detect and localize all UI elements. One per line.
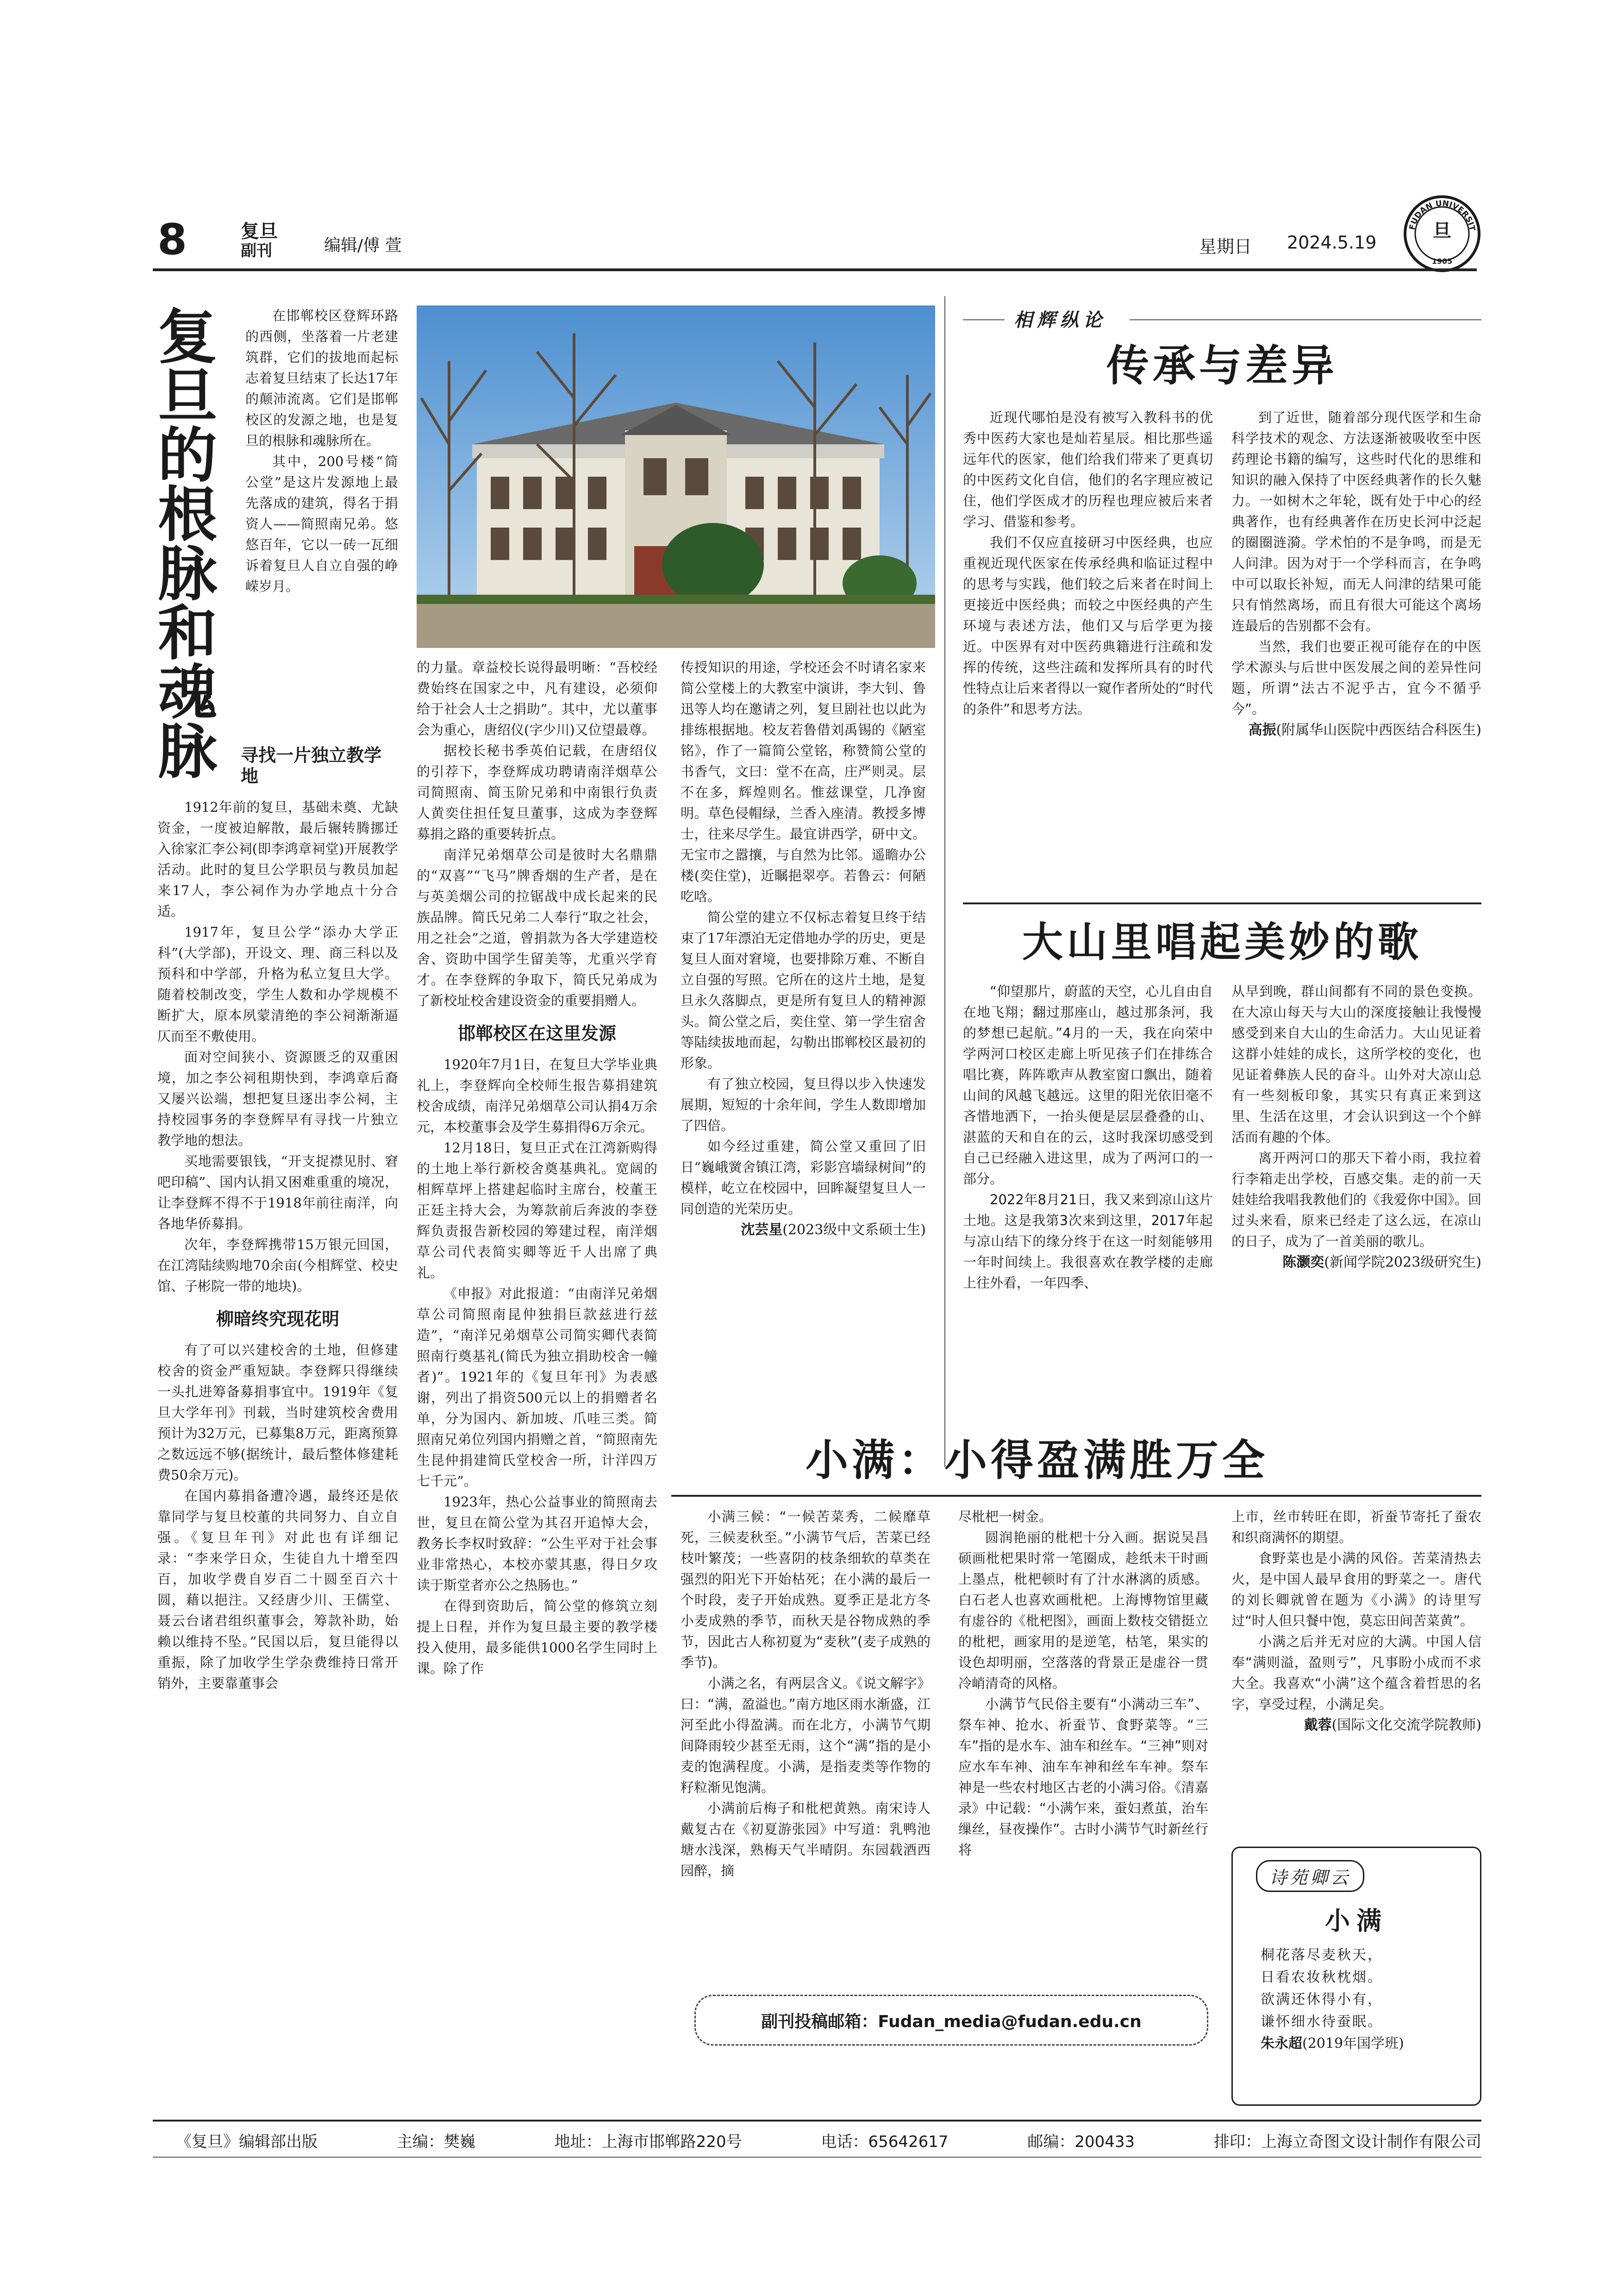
submission-banner xyxy=(694,1995,1208,2046)
logo-text: FUDAN UNIVERSIT xyxy=(1407,199,1477,232)
section-rule-right xyxy=(1130,319,1481,320)
a1-c2b-para: 12月18日，复旦正式在江湾新购得的土地上举行新校舍奠基典礼。宽阔的相辉草坪上搭建起临时主席台，校董王正廷主持大会，为筹款前后奔波的李登辉负责报告新校园的筹建过程，南洋烟草公司代表简实卿等近千人出席了典礼。 xyxy=(417,1140,657,1281)
issue-date: 2024.5.19 xyxy=(1287,232,1377,253)
a2-colB-para: 到了近世，随着部分现代医学和生命科学技术的观念、方法逐渐被吸收至中医药理论书籍的编写，这些时代化的思维和知识的融入保持了中医经典著作的长久魅力。一如树木之年轮，既有处于中心的经典著作，也有经典著作在历史长河中泛起的圈圈涟漪。学术怕的不是争鸣，而是无人问津。因为对于一个学科而言，在争鸣中可以取长补短，而无人问津的结果可能只有悄然离场，而且有很大可能这个离场连最后的告别都不会有。 xyxy=(1231,410,1481,634)
a1-c1-para: 面对空间狭小、资源匮乏的双重困境，加之李公祠租期快到，李鸿章后裔又屡兴讼端，想把复旦逐出李公祠，主持校园事务的李登辉早有寻找一片独立教学地的想法。 xyxy=(157,1049,398,1148)
a2-colA-para: 我们不仅应直接研习中医经典，也应重视近现代医家在传承经典和临证过程中的思考与实践，他们较之后来者在时间上更接近中医经典；而较之中医经典的产生环境与表述方法，他们又与后学更为接近。中医界有对中医药典籍进行注疏和发挥的传统，这些注疏和发挥所具有的时代性特点让后来者得以一窥作者所处的“时代的条件”和思考方法。 xyxy=(963,535,1213,717)
footer-rule-bottom xyxy=(153,2157,1481,2158)
divider-a4 xyxy=(671,1495,1481,1497)
subheading-1: 寻找一片独立教学地 xyxy=(241,745,382,786)
a1-c2b-para: 1920年7月1日，在复旦大学毕业典礼上，李登辉向全校师生报告募捐建筑校舍成绩，南洋兄弟烟草公司认捐4万余元，本校董事会及学生募捐得6万余元。 xyxy=(417,1057,657,1135)
a4-c1-para: 小满前后梅子和枇杷黄熟。南宋诗人戴复古在《初夏游张园》中写道：乳鸭池塘水浅深，熟梅天气半晴阴。东园载酒西园醉，摘 xyxy=(681,1800,931,1879)
a1-c2-para: 据校长秘书季英伯记载，在唐绍仪的引荐下，李登辉成功聘请南洋烟草公司简照南、简玉阶兄弟和中南银行负责人黄奕住担任复旦董事，这成为李登辉募捐之路的重要转折点。 xyxy=(417,743,657,842)
a3-colA-para: 2022年8月21日，我又来到凉山这片土地。这是我第3次来到这里，2017年起与凉山结下的缘分终于在这一时刻能够用一年时间续上。我很喜欢在教学楼的走廊上往外看，一年四季、 xyxy=(963,1192,1213,1291)
a4-c1-para: 小满之名，有两层含义。《说文解字》曰：“满，盈溢也。”南方地区雨水渐盛，江河至此小得盈满。而在北方，小满节气期间降雨较少甚至无雨，这个“满”指的是小麦的饱满程度。小满，是指麦类等作物的籽粒渐见饱满。 xyxy=(681,1675,931,1795)
paper-name-bottom: 副刊 xyxy=(241,242,272,260)
section-rule-left xyxy=(963,319,1005,320)
a2-colA-para: 近现代哪怕是没有被写入教科书的优秀中医药大家也是灿若星辰。相比那些遥远年代的医家，他们给我们带来了更真切的中医药文化自信，他们的名字理应被记住，他们学医成才的历程也理应被后来者学习、借鉴和参考。 xyxy=(963,410,1213,529)
a1-c1-para: 次年，李登辉携带15万银元回国，在江湾陆续购地70余亩(今相辉堂、校史馆、子彬院一带的地块)。 xyxy=(157,1237,398,1294)
article3-title: 大山里唱起美妙的歌 xyxy=(1022,918,1422,966)
article2-colA xyxy=(963,407,1213,720)
byline-name: 沈芸星 xyxy=(741,1222,783,1238)
article4-col1 xyxy=(681,1506,931,1881)
a4-c2-para: 小满节气民俗主要有“小满动三车”、祭车神、抢水、祈蚕节、食野菜等。“三车”指的是水车、油车和丝车。“三神”则对应水车车神、油车车神和丝车车神。祭车神是一些农村地区古老的小满习俗。《清嘉录》中记载：“小满乍来，蚕妇煮茧，治车缫丝，昼夜操作”。古时小满节气时新丝行将 xyxy=(958,1696,1208,1858)
page-number: 8 xyxy=(157,215,187,264)
a1-c3-para: 传授知识的用途，学校还会不时请名家来简公堂楼上的大教室中演讲，李大钊、鲁迅等人均在邀请之列，复旦剧社也以此为排练根据地。校友若鲁借刘禹锡的《陋室铭》，作了一篇简公堂铭，称赞简公堂的书香气，文曰：堂不在高，庄严则灵。层不在多，辉煌则名。惟兹课堂，几净窗明。草色侵帽绿，兰香入座清。教授多博士，往来尽学生。最宜讲西学，研中文。无宝市之嚣攘，与自然为比邻。遥瞻办公楼(奕住堂)，近瞩挹翠亭。若鲁云：何陋吃唅。 xyxy=(681,660,926,904)
submission-text[interactable]: 副刊投稿邮箱：Fudan_media@fudan.edu.cn xyxy=(761,2012,1142,2031)
a4-c1-para: 小满三候：“一候苦菜秀，二候靡草死，三候麦秋至。”小满节气后，苦菜已经枝叶繁茂；一些喜阴的枝条细软的草类在强烈的阳光下开始枯死；在小满的最后一个时段，麦子开始成熟。夏季正是北方冬小麦成熟的季节，而秋天是谷物成熟的季节，因此古人称初夏为“麦秋”(麦子成熟的季节)。 xyxy=(681,1509,931,1670)
poem-box xyxy=(1231,1847,1481,2106)
byline-name: 高振 xyxy=(1248,722,1276,738)
article4-col3 xyxy=(1231,1506,1481,1736)
intro-para-2: 其中，200号楼“简公堂”是这片发源地上最先落成的建筑，得名于捐资人——简照南兄弟。悠悠百年，它以一砖一瓦细诉着复旦人自立自强的峥嵘岁月。 xyxy=(245,454,398,594)
fudan-logo xyxy=(1403,194,1481,273)
footer-typeset: 排印：上海立奇图文设计制作有限公司 xyxy=(1213,2133,1481,2151)
article1-col2 xyxy=(417,657,657,1679)
column-divider xyxy=(944,296,945,1467)
a4-c3-para: 小满之后并无对应的大满。中国人信奉“满则溢，盈则亏”，凡事盼小成而不求大全。我喜欢“小满”这个蕴含着哲思的名字，享受过程，小满足矣。 xyxy=(1231,1634,1481,1712)
jiangongtang-photo xyxy=(417,305,935,648)
byline-note: (2023级中文系硕士生) xyxy=(782,1222,926,1238)
article1-col1 xyxy=(157,745,398,1694)
article3-colB xyxy=(1231,981,1481,1273)
subheading-3: 邯郸校区在这里发源 xyxy=(457,1023,616,1044)
poem-byline xyxy=(1261,2033,1480,2054)
poem-line: 桐花落尽麦秋天， xyxy=(1261,1947,1383,1963)
section-label: 相辉纵论 xyxy=(1014,309,1106,331)
article2-byline xyxy=(1231,720,1481,740)
poem-title: 小满 xyxy=(1325,1906,1388,1935)
a1-c1b-para: 有了可以兴建校舍的土地，但修建校舍的资金严重短缺。李登辉只得继续一头扎进筹备募捐事宜中。1919年《复旦大学年刊》刊载，当时建筑校舍费用预计为32万元，已募集8万元，距离预算之数远远不够(据统计，最后整体修建耗费50余万元)。 xyxy=(157,1342,398,1483)
logo-year: 1905 xyxy=(1431,257,1453,266)
footer-rule xyxy=(153,2120,1481,2122)
svg-text:旦: 旦 xyxy=(1433,220,1451,242)
a1-c2-para: 的力量。章益校长说得最明晰：“吾校经费始终在国家之中，凡有建设，必须仰给于社会人士之捐助”。其中，尤以董事会为重心，唐绍仪(字少川)又位望最尊。 xyxy=(417,660,657,738)
a4-c2-para: 圆润艳丽的枇杷十分入画。据说吴昌硕画枇杷果时常一笔圈成，趁纸未干时画上墨点，枇杷顿时有了汁水淋漓的质感。白石老人也喜欢画枇杷。上海博物馆里藏有虚谷的《枇杷图》，画面上数枝交错挺立的枇杷，画家用的是逆笔，枯笔，果实的设色却明丽，空落落的背景正是虚谷一贯冷峭清奇的风格。 xyxy=(958,1530,1208,1691)
byline-name: 陈灏奕 xyxy=(1282,1254,1324,1270)
footer-publisher: 《复旦》编辑部出版 xyxy=(176,2133,318,2151)
article3-colA xyxy=(963,981,1213,1294)
a1-c2-para: 南洋兄弟烟草公司是彼时大名鼎鼎的“双喜”“飞马”牌香烟的生产者，是在与英美烟公司的拉锯战中成长起来的民族品牌。简氏兄弟二人奉行“取之社会，用之社会”之道，曾捐款为各大学建造校舍、资助中国学生留美等，尤重兴学育才。在李登辉的争取下，简氏兄弟成为了新校址校舍建设资金的重要捐赠人。 xyxy=(417,847,657,1008)
a1-c2b-para: 在得到资助后，简公堂的修筑立刻提上日程，并作为复旦最主要的教学楼投入使用，最多能供1000名学生同时上课。除了作 xyxy=(417,1598,657,1676)
byline-note: (2019年国学班) xyxy=(1302,2035,1404,2052)
fudan-seal-icon xyxy=(1403,194,1481,273)
a3-colA-para: “仰望那片，蔚蓝的天空，心儿自由自在地飞翔；翻过那座山，越过那条河，我的梦想已起航。”4月的一天，我在向荣中学两河口校区走廊上听见孩子们在排练合唱比赛，阵阵歌声从教室窗口飘出，随着山间的风越飞越远。这里的阳光依旧毫不吝惜地洒下，一抬头便是层层叠叠的山、湛蓝的天和自在的云，这时我深切感受到自己已经融入进这里，成为了两河口的一部分。 xyxy=(963,983,1213,1187)
divider-a2 xyxy=(963,902,1481,904)
subheading-2: 柳暗终究现花明 xyxy=(216,1309,339,1329)
byline-note: (新闻学院2023级研究生) xyxy=(1324,1254,1481,1270)
a1-c3-para: 简公堂的建立不仅标志着复旦终于结束了17年漂泊无定借地办学的历史，更是复旦人面对窘境，也要排除万难、不断自立自强的写照。它所在的这片土地，是复旦永久落脚点，更是所有复旦人的精神源头。简公堂之后，奕住堂、第一学生宿舍等陆续拔地而起，勾勒出邯郸校区最初的形象。 xyxy=(681,909,926,1071)
a1-c1-para: 1917年，复旦公学“添办大学正科”(大学部)，开设文、理、商三科以及预科和中学部，升格为私立复旦大学。随着校制改变，学生人数和办学规模不断扩大，原本夙蒙清绝的李公祠渐渐逼仄而至不敷使用。 xyxy=(157,924,398,1044)
a3-colB-para: 从早到晚，群山间都有不同的景色变换。在大凉山每天与大山的深度接触让我慢慢感受到来自大山的生命活力。大山见证着这群小娃娃的成长，这所学校的变化，也见证着彝族人民的奋斗。山外对大凉山总有一些刻板印象，其实只有真正来到这里、生活在这里，才会认识到这一个个鲜活而有趣的个体。 xyxy=(1231,983,1481,1145)
a4-c2-para: 尽枇杷一树金。 xyxy=(958,1509,1053,1524)
a1-c1-para: 1912年前的复旦，基础未奠、尤缺资金，一度被迫解散，最后辗转腾挪迁入徐家汇李公祠(即李鸿章祠堂)开展教学活动。此时的复旦公学职员与教员加起来17人，李公祠作为办学地点十分合适。 xyxy=(157,799,398,919)
article1-col3 xyxy=(681,657,926,1240)
poem-line: 日看农妆秋枕烟。 xyxy=(1261,1969,1383,1985)
a4-c3-para: 食野菜也是小满的风俗。苦菜清热去火，是中国人最早食用的野菜之一。唐代的刘长卿就曾在题为《小满》的诗里写过“时人但只餐中饱，莫忘田间苦菜黄”。 xyxy=(1231,1550,1481,1629)
byline-name: 戴蓉 xyxy=(1304,1717,1332,1733)
masthead-rule xyxy=(153,268,1477,271)
article1-title: 复旦的根脉和魂脉 xyxy=(148,305,217,779)
poem-section-label: 诗苑卿云 xyxy=(1256,1860,1364,1892)
byline-note: (国际文化交流学院教师) xyxy=(1331,1717,1481,1733)
editor-credit: 编辑/傅 萱 xyxy=(324,236,402,255)
a4-c3-para: 上市，丝市转旺在即，祈蚕节寄托了蚕农和织商满怀的期望。 xyxy=(1231,1509,1481,1545)
article1-intro xyxy=(245,305,398,597)
intro-para-1: 在邯郸校区登辉环路的西侧，坐落着一片老建筑群，它们的拔地而起标志着复旦结束了长达17年的颠沛流离。它们是邯郸校区的发源之地，也是复旦的根脉和魂脉所在。 xyxy=(245,308,398,448)
a1-c1-para: 买地需要银钱，“开支捉襟见肘、窘吧印稿”、国内认捐又困难重重的境况，让李登辉不得不于1918年前往南洋，向各地华侨募捐。 xyxy=(157,1153,398,1232)
byline-note: (附属华山医院中西医结合科医生) xyxy=(1276,722,1481,738)
paper-name-top: 复旦 xyxy=(241,220,278,242)
article4-col2 xyxy=(958,1506,1208,1860)
a1-c2b-para: 《申报》对此报道：“由南洋兄弟烟草公司简照南昆仲独捐巨款兹进行兹造”，“南洋兄弟烟草公司简实卿代表简照南行奠基礼(简氏为独立捐助校舍一幢者)”。1921年的《复旦年刊》为表感谢，列出了捐资500元以上的捐赠者名单，分为国内、新加坡、爪哇三类。简照南兄弟位列国内捐赠之首，“简照南先生昆仲捐建简氏堂校舍一所，计洋四万七千元”。 xyxy=(417,1286,657,1489)
article4-byline xyxy=(1231,1715,1481,1736)
a1-c1b-para: 在国内募捐备遭冷遇，最终还是依靠同学与复旦校董的共同努力、自立自强。《复旦年刊》对此也有详细记录：“李来学日众，生徒自九十增至四百，加收学费自岁百二十圆至百六十圆，藉以挹注。又经唐少川、王儒堂、聂云台诸君组织董事会，筹款补助，始赖以维持不坠。”民国以后，复旦能得以重振，除了加收学生学杂费维持日常开销外，主要靠董事会 xyxy=(157,1488,398,1691)
paper-name xyxy=(241,221,278,260)
poem-line: 欲满还休得小有， xyxy=(1261,1991,1383,2008)
footer-address: 地址：上海市邯郸路220号 xyxy=(554,2133,742,2151)
article2-colB xyxy=(1231,407,1481,740)
weekday: 星期日 xyxy=(1199,236,1252,257)
footer-chief: 主编：樊巍 xyxy=(396,2133,475,2151)
byline-name: 朱永超 xyxy=(1261,2035,1302,2052)
article3-byline xyxy=(1231,1252,1481,1273)
a1-c2b-para: 1923年，热心公益事业的简照南去世，复旦在简公堂为其召开追悼大会，教务长李权时致辞：“公生平对于社会事业非常热心，本校亦蒙其惠，得日夕攻读于斯堂者亦公之热肠也。” xyxy=(417,1494,657,1593)
a3-colB-para: 离开两河口的那天下着小雨，我拉着行李箱走出学校，百感交集。走的前一天娃娃给我唱我教他们的《我爱你中国》。回过头来看，原来已经走了这么远，在凉山的日子，成为了一首美丽的歌儿。 xyxy=(1231,1150,1481,1249)
article1-byline xyxy=(681,1220,926,1240)
footer-postcode: 邮编：200433 xyxy=(1027,2133,1135,2151)
poem-line: 谦怀细水待蚕眠。 xyxy=(1261,2014,1383,2030)
article2-title: 传承与差异 xyxy=(1106,341,1338,391)
a1-c3-para: 有了独立校园，复旦得以步入快速发展期，短短的十余年间，学生人数即增加了四倍。 xyxy=(681,1076,926,1133)
a1-c3-para: 如今经过重建，简公堂又重回了旧日“巍峨黉舍镇江湾，彩影宫墙绿树间”的模样，屹立在校园中，回眸凝望复旦人一同创造的光荣历史。 xyxy=(681,1139,926,1217)
footer xyxy=(176,2129,1481,2152)
a2-colB-para: 当然，我们也要正视可能存在的中医学术源头与后世中医发展之间的差异性问题，所谓“法古不泥乎古，宜今不循乎今”。 xyxy=(1231,639,1481,717)
article4-title: 小满：小得盈满胜万全 xyxy=(805,1435,1268,1485)
footer-phone: 电话：65642617 xyxy=(821,2133,949,2151)
